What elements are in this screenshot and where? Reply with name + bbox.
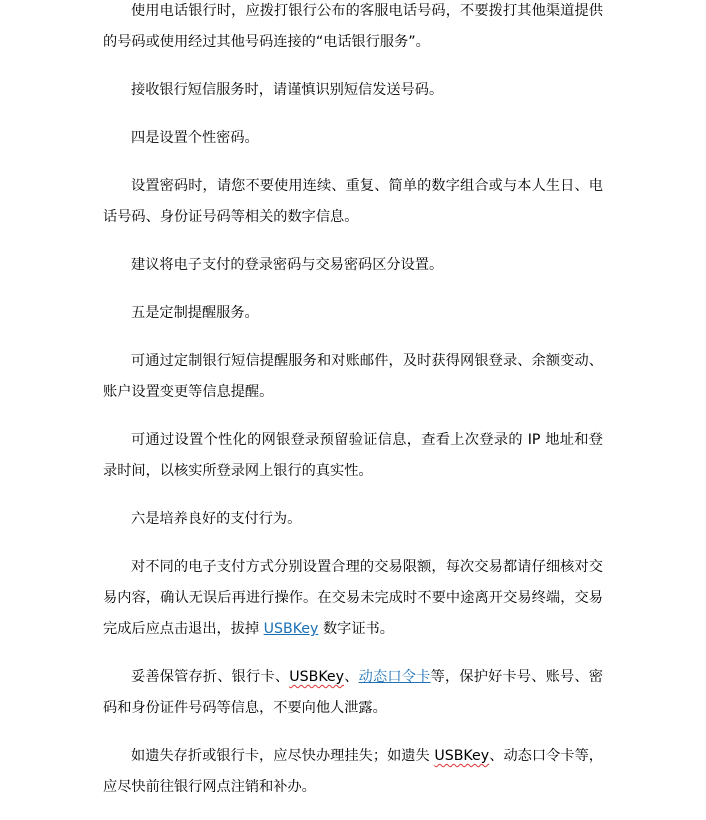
- text-run: 如遗失存折或银行卡，应尽快办理挂失；如遗失: [131, 748, 435, 764]
- text-run: 、: [344, 669, 359, 685]
- paragraph: [103, 741, 603, 803]
- paragraph: 可通过设置个性化的网银登录预留验证信息，查看上次登录的 IP 地址和登录时间，以核实所登录网上银行的真实性。: [103, 432, 603, 479]
- paragraph-heading: 五是定制提醒服务。: [131, 305, 259, 321]
- paragraph: [103, 662, 603, 724]
- paragraph-heading: 六是培养良好的支付行为。: [131, 511, 302, 527]
- paragraph: 建议将电子支付的登录密码与交易密码区分设置。: [131, 257, 444, 273]
- paragraph: 可通过定制银行短信提醒服务和对账邮件，及时获得网银登录、余额变动、账户设置变更等信息提醒。: [103, 353, 603, 400]
- paragraph: 使用电话银行时，应拨打银行公布的客服电话号码，不要拨打其他渠道提供的号码或使用经过其他号码连接的“电话银行服务”。: [103, 3, 603, 50]
- spellcheck-word: USBKey: [289, 669, 345, 685]
- paragraph: [103, 552, 603, 645]
- paragraph: 接收银行短信服务时，请谨慎识别短信发送号码。: [131, 82, 444, 98]
- text-run: 妥善保管存折、银行卡、: [131, 669, 290, 685]
- usbkey-link[interactable]: USBKey: [263, 621, 319, 637]
- text-run: 对不同的电子支付方式分别设置合理的交易限额，每次交易都请仔细核对交易内容，确认无误后再进行操作。在交易未完成时不要中途离开交易终端，交易完成后应点击退出，拔掉: [103, 559, 603, 637]
- text-run: 数字证书。: [318, 621, 394, 637]
- document-body: [103, 0, 603, 803]
- paragraph-heading: 四是设置个性密码。: [131, 130, 259, 146]
- paragraph: 设置密码时，请您不要使用连续、重复、简单的数字组合或与本人生日、电话号码、身份证号码等相关的数字信息。: [103, 178, 603, 225]
- dynamic-token-card-link[interactable]: 动态口令卡: [358, 669, 431, 685]
- spellcheck-word: USBKey: [434, 748, 490, 764]
- text-run: 、动态口令卡等，应尽快前往银行网点注销和补办。: [103, 748, 603, 795]
- text-run: 等，保护好卡号、账号、密码和身份证件号码等信息，不要向他人泄露。: [103, 669, 603, 716]
